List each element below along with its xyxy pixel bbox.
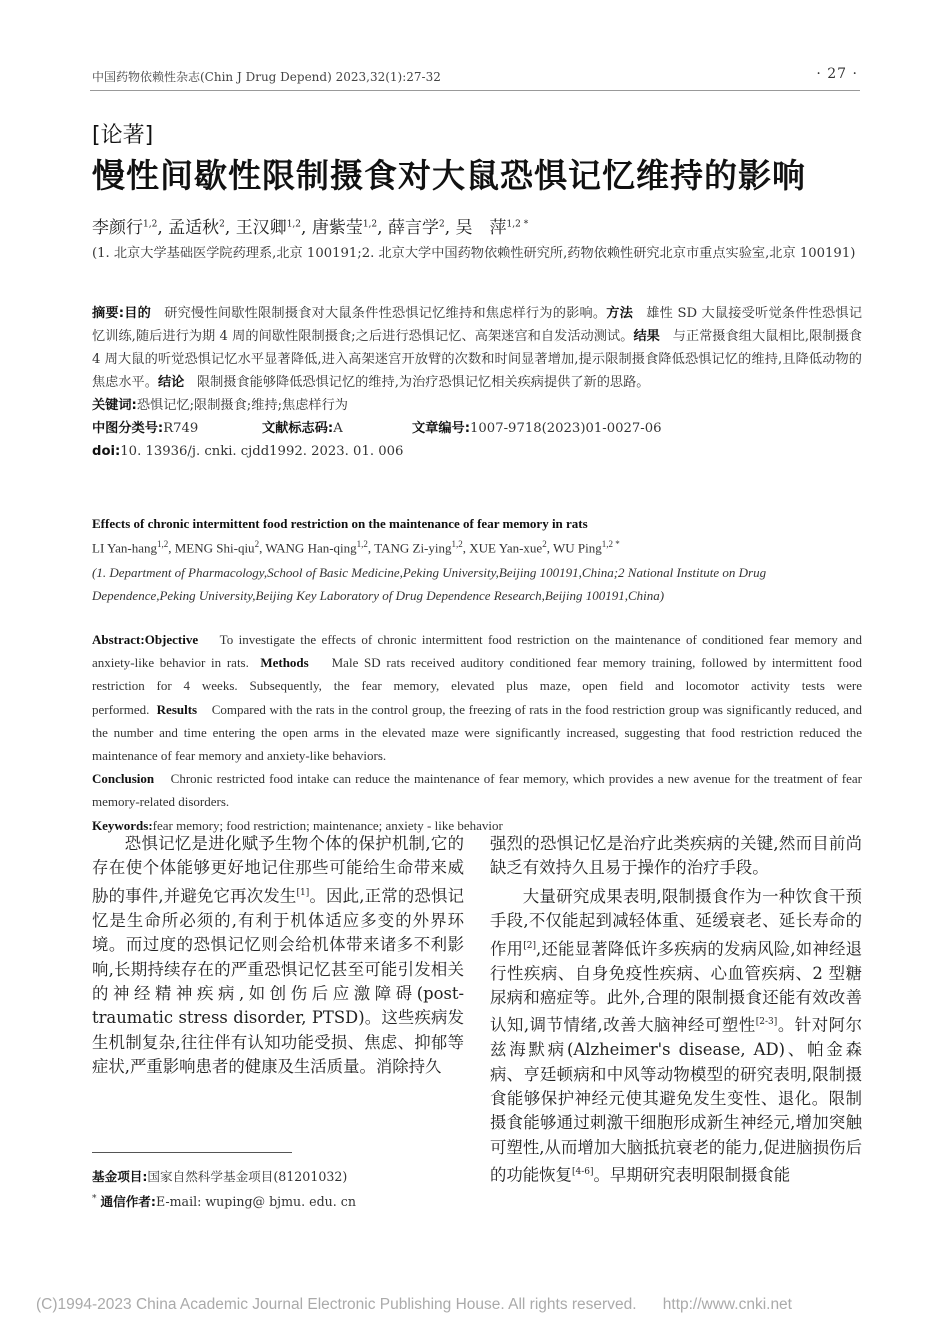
doc-code-value: A bbox=[333, 421, 343, 436]
body-paragraph bbox=[92, 832, 464, 1080]
header-rule bbox=[90, 90, 860, 91]
author: 孟适秋 bbox=[168, 218, 220, 238]
author-list bbox=[92, 213, 528, 238]
author: WANG Han-qing bbox=[265, 540, 357, 556]
author-affil-sup: 1,2 bbox=[286, 219, 302, 230]
author: 薛言学 bbox=[387, 218, 439, 238]
doc-code bbox=[262, 417, 343, 440]
keywords-text: 恐惧记忆;限制摄食;维持;焦虑样行为 bbox=[136, 398, 348, 413]
objective-en-label: Objective bbox=[144, 632, 199, 647]
body-paragraph bbox=[490, 885, 862, 1188]
body-text: ,还能显著降低许多疾病的发病风险,如神经退行性疾病、自身免疫性疾病、心血管疾病、2 型糖尿病和癌症等。此外,合理的限制摄食还能有效改善认知,调节情绪,改善大脑神经可塑性 bbox=[490, 939, 862, 1035]
english-title: Effects of chronic intermittent food restriction on the maintenance of fear memory in rats bbox=[92, 516, 588, 531]
results-en-text: Compared with the rats in the control group, the freezing of rats in the food restriction group was significantly reduced, and the number and time entering the open arms in the elevated maze were significantly increased, suggesting that food restriction reduced the maintenance of fear memory and anxiety-like behaviors. bbox=[92, 701, 863, 764]
methods-label: 方法 bbox=[606, 306, 634, 321]
body-text: 。针对阿尔兹海默病(Alzheimer's disease, AD)、帕金森病、亨廷顿病和中风等动物模型的研究表明,限制摄食能够保护神经元使其避免发生变性、退化。限制摄食能够通过刺激干细胞形成新生神经元,增加突触可塑性,从而增加大脑抵抗衰老的能力,促进脑损伤后的功能恢复 bbox=[490, 1015, 863, 1185]
footnote-rule bbox=[92, 1152, 292, 1153]
page-number: · 27 · bbox=[816, 66, 858, 82]
citation-ref[interactable]: [2] bbox=[523, 940, 536, 951]
author: TANG Zi-ying bbox=[374, 540, 452, 556]
funding-note bbox=[92, 1165, 356, 1188]
citation-ref[interactable]: [2-3] bbox=[755, 1017, 778, 1028]
abstract-en-label: Abstract: bbox=[92, 632, 145, 647]
conclusion-en bbox=[92, 767, 862, 813]
objective-en-text: To investigate the effects of chronic intermittent food restriction on the maintenance of conditioned fear memory and anxiety-like behavior in rats. bbox=[92, 632, 862, 671]
body-text: 。因此,正常的恐惧记忆是生命所必须的,有利于机体适应多变的外界环境。而过度的恐惧记忆则会给机体带来诸多不利影响,长期持续存在的严重恐惧记忆甚至可能引发相关的神经精神疾病,如创伤后应激障碍(post-traumatic stress disorder, PTSD)。这些疾病发生机制复杂,往往伴有认知功能受损、焦虑、抑郁等症状,严重影响患者的健康及生活质量。消除持久 bbox=[92, 886, 464, 1077]
author-affil-sup: 1,2 bbox=[356, 539, 368, 549]
author: XUE Yan-xue bbox=[469, 540, 543, 556]
objective-label: 目的 bbox=[124, 306, 152, 321]
clc-value: R749 bbox=[163, 421, 199, 436]
author-separator: , bbox=[224, 218, 231, 238]
author-separator: , bbox=[367, 540, 375, 556]
clc bbox=[92, 417, 198, 440]
doc-code-label: 文献标志码: bbox=[262, 421, 334, 436]
funding-label: 基金项目: bbox=[92, 1169, 148, 1184]
keywords-en-text: fear memory; food restriction; maintenance; anxiety - like behavior bbox=[152, 817, 503, 833]
conclusion-en-label: Conclusion bbox=[92, 771, 155, 787]
keywords-label: 关键词: bbox=[92, 398, 137, 413]
author-separator: , bbox=[444, 218, 451, 238]
author-affil-sup: 1,2 * bbox=[506, 219, 529, 230]
results-en-label: Results bbox=[156, 701, 198, 717]
article-number-label: 文章编号: bbox=[412, 421, 471, 436]
corresponding-mark: * bbox=[92, 1194, 97, 1204]
abstract-en-body bbox=[92, 628, 862, 767]
methods-en-label: Methods bbox=[260, 655, 309, 671]
author: LI Yan-hang bbox=[92, 540, 157, 556]
methods-en-text: Male SD rats received auditory conditioned fear memory training, followed by intermittent food restriction for 4 weeks. Subsequently, the fear memory, elevated plus maze, open field and locomotor activity tests were performed. bbox=[92, 655, 863, 717]
author-separator: , bbox=[301, 218, 307, 238]
author: 吴 萍 bbox=[455, 218, 507, 238]
author-affil-sup: 1,2 bbox=[362, 219, 378, 230]
conclusion-text: 限制摄食能够降低恐惧记忆的维持,为治疗恐惧记忆相关疾病提供了新的思路。 bbox=[196, 375, 650, 390]
doi-line bbox=[92, 440, 862, 463]
author-affil-sup: 2 bbox=[254, 539, 260, 549]
author: 唐紫莹 bbox=[311, 218, 363, 238]
results-label: 结果 bbox=[633, 329, 660, 344]
body-column-right bbox=[490, 832, 862, 1188]
article-title: 慢性间歇性限制摄食对大鼠恐惧记忆维持的影响 bbox=[92, 156, 806, 195]
body-text: 大量研究成果表明,限制摄食作为一种饮食干预手段,不仅能起到减轻体重、延缓衰老、延长寿命的作用 bbox=[490, 886, 862, 959]
abstract-cn-body bbox=[92, 302, 862, 394]
affiliation: (1. 北京大学基础医学院药理系,北京 100191;2. 北京大学中国药物依赖性研究所,药物依赖性研究北京市重点实验室,北京 100191) bbox=[92, 246, 856, 261]
copyright-notice: (C)1994-2023 China Academic Journal Electronic Publishing House. All rights reserved. bbox=[36, 1296, 637, 1313]
author-affil-sup: 1,2 bbox=[143, 219, 158, 230]
conclusion-label: 结论 bbox=[157, 375, 185, 390]
body-paragraph bbox=[490, 832, 862, 881]
correspondence-email[interactable]: E-mail: wuping@ bjmu. edu. cn bbox=[155, 1194, 356, 1210]
author: 李颜行 bbox=[92, 218, 143, 238]
correspondence-label: 通信作者: bbox=[100, 1194, 156, 1210]
author-affil-sup: 1,2 bbox=[451, 539, 463, 549]
author-separator: , bbox=[259, 540, 266, 556]
author-affil-sup: 2 bbox=[219, 219, 225, 230]
citation-ref[interactable]: [4-6] bbox=[571, 1167, 594, 1178]
author: MENG Shi-qiu bbox=[174, 540, 255, 556]
funding-text: 国家自然科学基金项目(81201032) bbox=[147, 1169, 348, 1184]
objective-text: 研究慢性间歇性限制摄食对大鼠条件性恐惧记忆维持和焦虑样行为的影响。 bbox=[164, 306, 607, 321]
doi-value[interactable]: 10. 13936/j. cnki. cjdd1992. 2023. 01. 006 bbox=[120, 444, 404, 459]
footnotes bbox=[92, 1165, 356, 1213]
article-number-value: 1007-9718(2023)01-0027-06 bbox=[470, 421, 662, 436]
author-separator: , bbox=[462, 540, 470, 556]
abstract-cn bbox=[92, 302, 862, 463]
citation-ref[interactable]: [1] bbox=[296, 887, 310, 898]
abstract-label: 摘要: bbox=[92, 306, 125, 321]
author: WU Ping bbox=[552, 540, 602, 556]
english-affiliation: (1. Department of Pharmacology,School of Basic Medicine,Peking University,Beijing 100191,China;2 National Institute on Drug Dependence,Peking University,Beijing Key Laboratory of Drug Dependence Research,Beijing 100191,China) bbox=[92, 565, 767, 603]
author-affil-sup: 2 bbox=[542, 539, 547, 549]
methods-text: 雄性 SD 大鼠接受听觉条件性恐惧记忆训练,随后进行为期 4 周的间歇性限制摄食;之后进行恐惧记忆、高架迷宫和自发活动测试。 bbox=[92, 306, 863, 344]
correspondence-note bbox=[92, 1188, 356, 1213]
author-affil-sup: 1,2 * bbox=[601, 539, 620, 549]
author: 王汉卿 bbox=[235, 218, 287, 238]
body-text: 恐惧记忆是进化赋予生物个体的保护机制,它的存在使个体能够更好地记住那些可能给生命带来威胁的事件,并避免它再次发生 bbox=[92, 834, 464, 906]
author-separator: , bbox=[377, 218, 383, 238]
body-text: 。早期研究表明限制摄食能 bbox=[593, 1165, 791, 1185]
website-link[interactable]: http://www.cnki.net bbox=[662, 1296, 792, 1313]
section-tag: [论著] bbox=[92, 123, 154, 148]
doi-label: doi: bbox=[92, 444, 121, 459]
body-text: 强烈的恐惧记忆是治疗此类疾病的关键,然而目前尚缺乏有效持久且易于操作的治疗手段。 bbox=[490, 834, 862, 878]
keywords-en-label: Keywords: bbox=[92, 817, 153, 833]
keywords-cn bbox=[92, 394, 862, 417]
classification-line bbox=[92, 417, 862, 440]
abstract-en bbox=[92, 628, 862, 837]
body-column-left bbox=[92, 832, 464, 1080]
author-separator: , bbox=[157, 218, 163, 238]
author-affil-sup: 1,2 bbox=[157, 539, 169, 549]
article-number bbox=[412, 417, 662, 440]
conclusion-en-text: Chronic restricted food intake can reduce the maintenance of fear memory, which provides a new avenue for the treatment of fear memory-related disorders. bbox=[92, 771, 862, 810]
english-author-list bbox=[92, 539, 620, 556]
running-head: 中国药物依赖性杂志(Chin J Drug Depend) 2023,32(1):27-32 bbox=[92, 70, 441, 84]
author-affil-sup: 2 bbox=[438, 219, 445, 230]
clc-label: 中图分类号: bbox=[92, 421, 164, 436]
author-separator: , bbox=[546, 540, 553, 556]
results-text: 与正常摄食组大鼠相比,限制摄食 4 周大鼠的听觉恐惧记忆水平显著降低,进入高架迷宫开放臂的次数和时间显著增加,提示限制摄食降低恐惧记忆的维持,且降低动物的焦虑水平。 bbox=[92, 329, 863, 390]
author-separator: , bbox=[168, 540, 175, 556]
